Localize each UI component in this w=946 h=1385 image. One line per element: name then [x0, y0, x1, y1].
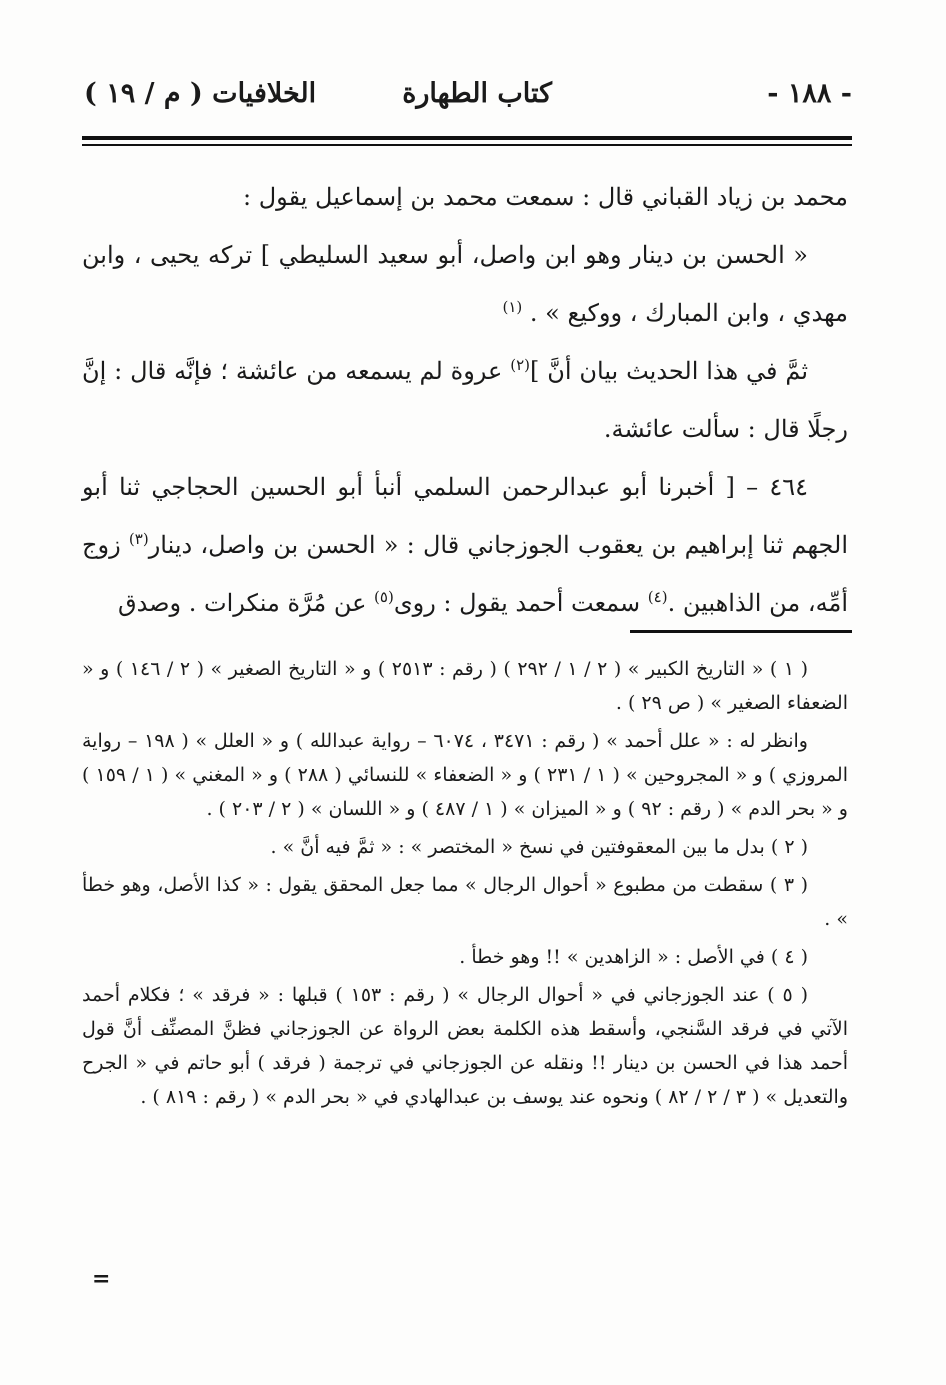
paragraph-4: ٤٦٤ – [ أخبرنا أبو عبدالرحمن السلمي أنبأ أبو الحسين الحجاجي ثنا أبو الجهم ثنا إبراهيم بن يعقوب الجوزجاني قال : « الحسن بن واصل، دينار$^{(٣)}$ زوج أمِّه، من الذاهبين .$^{(٤)}$ سمعت أحمد يقول : روى$^{(٥)}$ عن مُرَّة منكرات . وصدق: [82, 473, 848, 617]
paragraph-3: ثمَّ في هذا الحديث بيان أنَّ ]$^{(٢)}$ عروة لم يسمعه من عائشة ؛ فإنَّه قال : إنَّ رجلًا قال : سألت عائشة.: [82, 356, 848, 443]
page-header: [84, 78, 852, 122]
main-text: [82, 168, 848, 632]
footnotes: [82, 652, 848, 1118]
paragraph-2: « الحسن بن دينار وهو ابن واصل، أبو سعيد السليطي ] تركه يحيى ، وابن مهدي ، وابن المبارك ، ووكيع » . $^{(١)}$: [82, 241, 848, 327]
note-ref-3[interactable]: (٣): [128, 530, 149, 548]
note-ref-5[interactable]: (٥): [374, 588, 394, 606]
footnote-1-continued: وانظر له : « علل أحمد » ( رقم : ٣٤٧١ ، ٦٠٧٤ – رواية عبدالله ) و « العلل » ( ١٩٨ – رواية المروزي ) و « المجروحين » ( ١ / ٢٣١ ) و « الضعفاء » للنسائي ( ٢٨٨ ) و « المغني » ( ١ / ١٥٩ ) و « بحر الدم » ( رقم : ٩٢ ) و « الميزان » ( ١ / ٤٨٧ ) و « اللسان » ( ٢ / ٢٠٣ ) .: [82, 730, 848, 820]
series-title: الخلافيات ( م / ١٩ ): [84, 78, 317, 109]
note-ref-1[interactable]: (١): [502, 298, 523, 316]
book-title: كتاب الطهارة: [402, 78, 552, 109]
footnote-5: ( ٥ ) عند الجوزجاني في « أحوال الرجال » ( رقم : ١٥٣ ) قبلها : « فرقد » ؛ فكلام أحمد الآتي في فرقد السَّنجي، وأسقط هذه الكلمة بعض الرواة عن الجوزجاني فظنَّ المصنِّف أنَّ قول أحمد هذا في الحسن بن دينار !! ونقله عن الجوزجاني في ترجمة ( فرقد ) أبو حاتم في « الجرح والتعديل » ( ٣ / ٢ / ٨٢ ) ونحوه عند يوسف بن عبدالهادي في « بحر الدم » ( رقم : ٨١٩ ) .: [82, 984, 848, 1108]
note-ref-4[interactable]: (٤): [647, 588, 668, 606]
footnote-4: ( ٤ ) في الأصل : « الزاهدين » !! وهو خطأ .: [459, 946, 808, 968]
footnote-separator: [630, 630, 852, 633]
header-rule-thick: [82, 136, 852, 140]
paragraph-1: محمد بن زياد القباني قال : سمعت محمد بن إسماعيل يقول :: [243, 183, 848, 211]
note-ref-2[interactable]: (٢): [510, 356, 531, 374]
footnote-1: ( ١ ) « التاريخ الكبير » ( ٢ / ١ / ٢٩٢ ) ( رقم : ٢٥١٣ ) و « التاريخ الصغير » ( ٢ / ١٤٦ ) و « الضعفاء الصغير » ( ص ٢٩ ) .: [82, 658, 848, 714]
header-rule-thin: [82, 144, 852, 146]
continuation-mark: =: [92, 1266, 111, 1292]
page-number: - ١٨٨ -: [767, 78, 852, 109]
footnote-2: ( ٢ ) بدل ما بين المعقوفتين في نسخ « المختصر » : « ثمَّ فيه أنَّ » .: [270, 836, 808, 858]
footnote-3: ( ٣ ) سقطت من مطبوع « أحوال الرجال » مما جعل المحقق يقول : « كذا الأصل، وهو خطأ » .: [82, 874, 848, 930]
